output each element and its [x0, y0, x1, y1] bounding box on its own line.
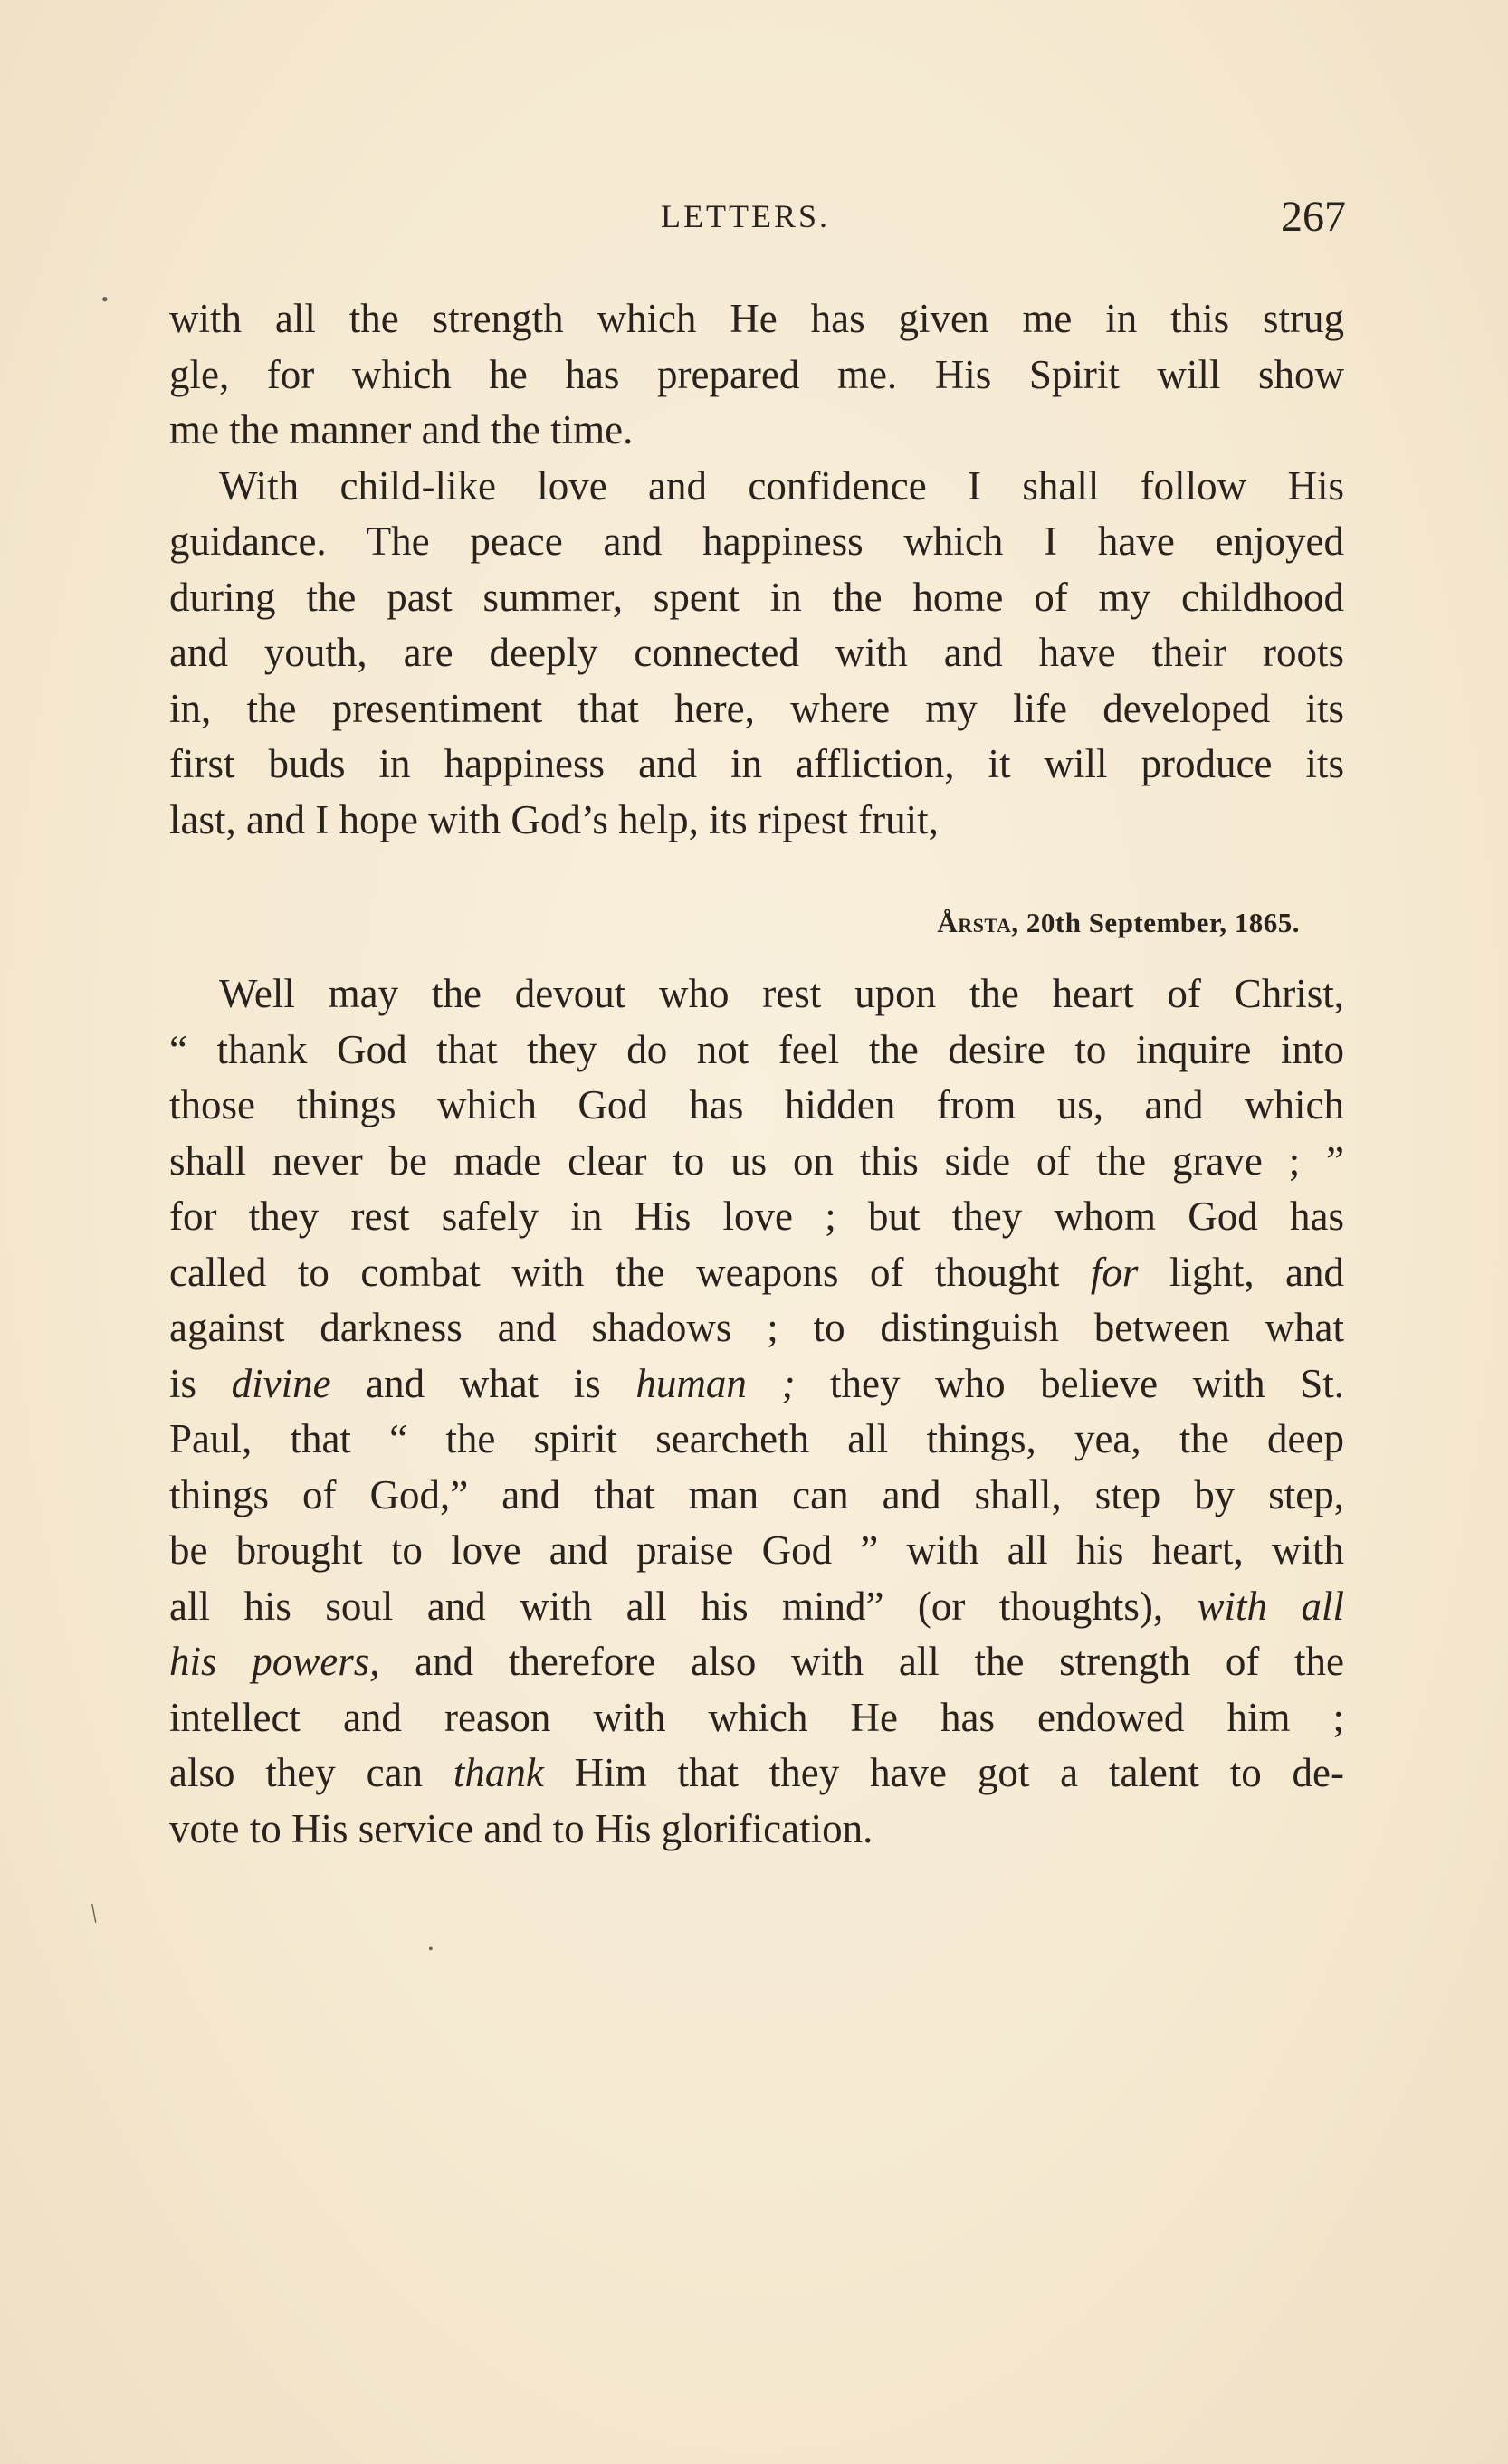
text-line: “ thank God that they do not feel the desire to inquire into — [169, 1026, 1344, 1072]
text-line: things of God,” and that man can and shall, step by step, — [169, 1471, 1344, 1517]
text-line — [169, 1245, 1344, 1301]
text-line: first buds in happiness and in affliction, it will produce its — [169, 741, 1344, 786]
text-line: shall never be made clear to us on this side of the grave ; ” — [169, 1137, 1344, 1184]
running-head — [169, 192, 1346, 246]
letter-signature — [937, 907, 1300, 939]
text-line: last, and I hope with God’s help, its ripest fruit, — [169, 796, 939, 842]
italic-run: his powers, — [169, 1639, 380, 1684]
text-line: for they rest safely in His love ; but they whom God has — [169, 1194, 1344, 1239]
text-line: be brought to love and praise God ” with all his heart, with — [169, 1527, 1344, 1573]
italic-run: with all — [1197, 1583, 1344, 1629]
text-run: and therefore also with all the strength of the — [379, 1639, 1345, 1684]
text-line: With child-like love and confidence I shall follow His — [219, 462, 1344, 509]
italic-run: divine — [231, 1360, 331, 1406]
text-line: Well may the devout who rest upon the heart of Christ, — [219, 971, 1344, 1016]
italic-run: human ; — [635, 1360, 796, 1406]
text-run: called to combat with the weapons of thought — [169, 1249, 1091, 1295]
text-line: intellect and reason with which He has endowed him ; — [169, 1694, 1344, 1740]
text-run: and what is — [330, 1360, 636, 1406]
text-run: Him that they have got a talent to de- — [543, 1750, 1344, 1795]
text-line: in, the presentiment that here, where my life developed its — [169, 685, 1344, 731]
text-line — [169, 1634, 1344, 1690]
text-line — [169, 1579, 1344, 1635]
text-line: during the past summer, spent in the home of my childhood — [169, 574, 1344, 620]
margin-pencil-mark: / — [83, 1898, 105, 1928]
text-run: all his soul and with all his mind” (or thoughts), — [169, 1583, 1198, 1629]
text-line — [169, 1746, 1344, 1802]
signature-date: , 20th September, 1865. — [1011, 907, 1300, 938]
text-run: also they can — [169, 1750, 453, 1795]
text-line: guidance. The peace and happiness which I have enjoyed — [169, 518, 1344, 564]
signature-place: Årsta — [937, 907, 1012, 938]
paragraph-commentary — [169, 966, 1344, 1857]
text-line: vote to His service and to His glorification. — [169, 1805, 873, 1851]
text-run: light, and — [1138, 1249, 1344, 1295]
text-run: they who believe with St. — [795, 1360, 1345, 1406]
ink-speck: • — [101, 288, 109, 310]
text-line: Paul, that “ the spirit searcheth all things, yea, the deep — [169, 1416, 1344, 1461]
paragraph-continued — [169, 291, 1344, 848]
page-number: 267 — [1281, 193, 1346, 241]
text-line: against darkness and shadows ; to distinguish between what — [169, 1305, 1344, 1350]
ink-speck: • — [428, 1942, 434, 1957]
italic-run: for — [1090, 1249, 1139, 1295]
running-head-title: LETTERS. — [661, 198, 830, 234]
text-line — [169, 1356, 1344, 1413]
italic-run: thank — [453, 1750, 544, 1795]
text-line: with all the strength which He has given me in this strug — [169, 296, 1344, 341]
text-run: is — [169, 1360, 232, 1406]
text-line: those things which God has hidden from us, and which — [169, 1082, 1344, 1127]
text-line: gle, for which he has prepared me. His Spirit will show — [169, 351, 1344, 397]
text-line: and youth, are deeply connected with and have their roots — [169, 630, 1344, 675]
text-line: me the manner and the time. — [169, 407, 634, 452]
